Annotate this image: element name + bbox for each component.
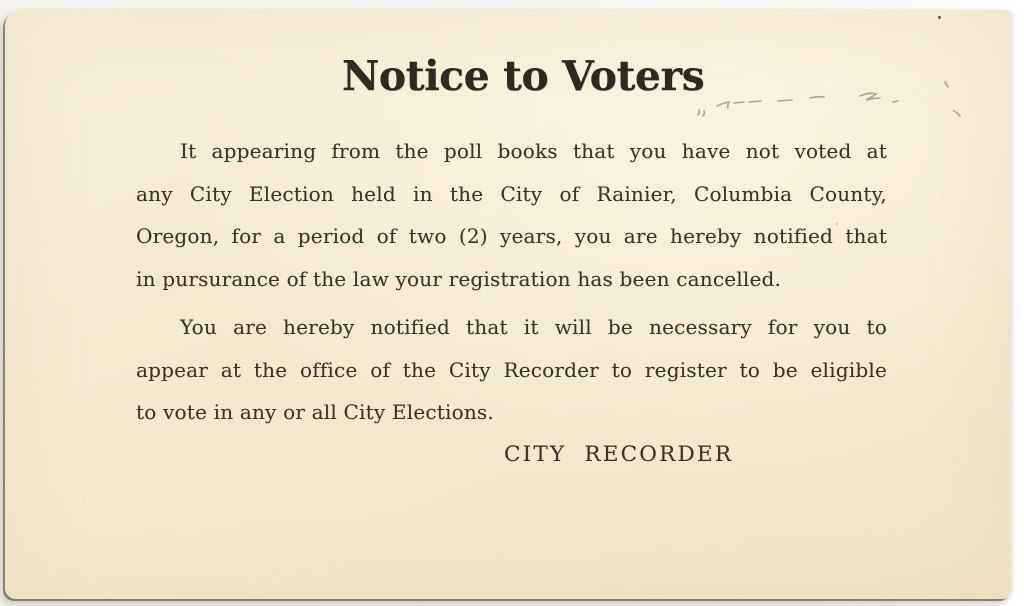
text-line: appear at the office of the City Recorder to register to be eligible [136,357,887,382]
text-line: It appearing from the poll books that you have not voted at [180,139,887,163]
paragraph-reregister-instruction [136,306,887,434]
page-title: Notice to Voters [341,52,705,100]
text-line: You are hereby notified that it will be necessary for you to [180,315,887,339]
text-line: in pursurance of the law your registration has been cancelled. [136,266,782,291]
signature-city-recorder: CITY RECORDER [504,442,734,467]
notice-card [5,10,1011,599]
pencil-scribble-marks [655,68,995,128]
paper-speck [938,16,941,19]
text-line: to vote in any or all City Elections. [136,400,494,425]
text-line: any City Election held in the City of Rainier, Columbia County, [136,181,887,206]
paper-speck [836,223,838,225]
paper-speck [953,110,955,112]
text-line: Oregon, for a period of two (2) years, you are hereby notified that [136,224,887,249]
paragraph-registration-cancelled [136,130,887,300]
